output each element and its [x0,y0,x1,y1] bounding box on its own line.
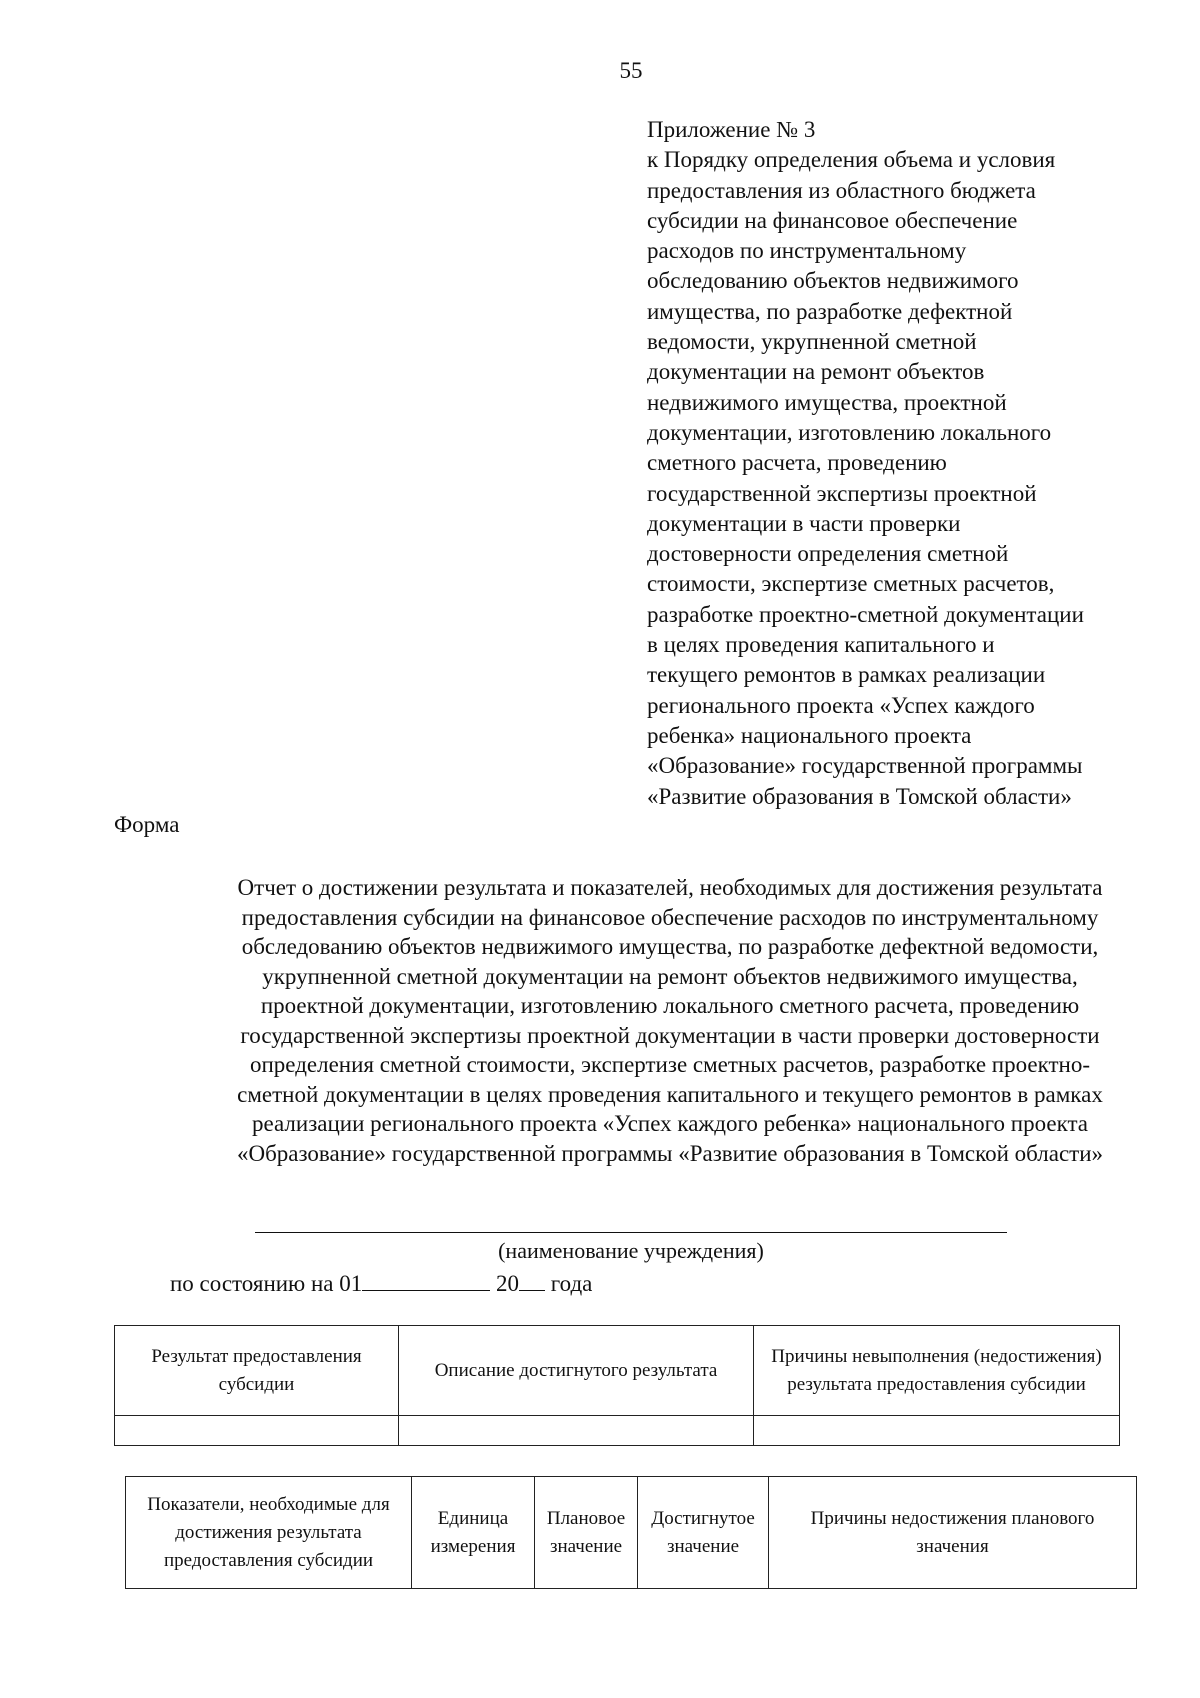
header-cell: Показатели, необходимые для достижения результата предоставления субсидии [126,1477,412,1589]
institution-caption: (наименование учреждения) [498,1238,764,1263]
year-prefix: 20 [496,1271,520,1296]
as-of-date [170,1268,592,1297]
appendix-line: к Порядку определения объема и условия [647,147,1056,173]
header-cell: Достигнутое значение [638,1477,769,1589]
report-title-line: определения сметной стоимости, экспертизе сметных расчетов, разработке проектно- [250,1052,1090,1077]
appendix-line: документации, изготовлению локального [647,419,1052,445]
as-of-prefix: по состоянию на 01 [170,1271,363,1296]
appendix-line: регионального проекта «Успех каждого [647,692,1035,718]
header-cell: Плановое значение [535,1477,638,1589]
appendix-line: документации в части проверки [647,510,961,536]
appendix-line: обследованию объектов недвижимого [647,268,1019,294]
report-title-line: реализации регионального проекта «Успех каждого ребенка» национального проекта [252,1111,1088,1136]
appendix-line: предоставления из областного бюджета [647,177,1036,203]
indicators-table [125,1476,1137,1589]
appendix-line: недвижимого имущества, проектной [647,389,1007,415]
report-title-line: «Образование» государственной программы «Развитие образования в Томской области» [236,1140,1104,1166]
table-cell[interactable] [754,1416,1120,1446]
appendix-line: разработке проектно-сметной документации [647,601,1084,627]
appendix-line: субсидии на финансовое обеспечение [647,207,1018,233]
appendix-line: государственной экспертизы проектной [647,480,1037,506]
table-cell[interactable] [399,1416,754,1446]
header-cell: Описание достигнутого результата [399,1326,754,1416]
appendix-block [647,115,1187,812]
report-title-line: обследованию объектов недвижимого имущества, по разработке дефектной ведомости, [241,934,1099,959]
table-header-row [115,1326,1120,1416]
results-table [114,1325,1120,1446]
institution-name-field[interactable] [255,1232,1007,1233]
appendix-line: ребенка» национального проекта [647,722,972,748]
table-row [115,1416,1120,1446]
appendix-line: текущего ремонтов в рамках реализации [647,662,1046,688]
table-cell[interactable] [115,1416,399,1446]
appendix-line: «Развитие образования в Томской области» [647,783,1072,809]
report-title-line: Отчет о достижении результата и показателей, необходимых для достижения результата [237,875,1103,900]
report-title-line: сметной документации в целях проведения капитального и текущего ремонтов в рамках [237,1081,1103,1107]
report-title-line: государственной экспертизы проектной документации в части проверки достоверности [240,1022,1100,1048]
form-label: Форма [114,812,180,837]
as-of-suffix: года [550,1271,593,1296]
appendix-line: имущества, по разработке дефектной [647,298,1013,324]
appendix-line: документации на ремонт объектов [647,359,985,385]
header-cell: Результат предоставления субсидии [115,1326,399,1416]
table-header-row [126,1477,1137,1589]
report-title [80,873,1200,1168]
header-cell: Единица измерения [412,1477,535,1589]
appendix-line: Приложение № 3 [647,117,816,142]
appendix-line: в целях проведения капитального и [647,632,995,658]
month-blank[interactable] [362,1268,490,1291]
report-title-line: предоставления субсидии на финансовое обеспечение расходов по инструментальному [241,904,1099,930]
header-cell: Причины невыполнения (недостижения) результата предоставления субсидии [754,1326,1120,1416]
appendix-line: ведомости, укрупненной сметной [647,329,977,355]
header-cell: Причины недостижения планового значения [769,1477,1137,1589]
appendix-line: сметного расчета, проведению [647,450,947,476]
report-title-line: укрупненной сметной документации на ремонт объектов недвижимого имущества, [262,963,1078,989]
appendix-line: расходов по инструментальному [647,238,967,264]
year-blank[interactable] [519,1268,545,1291]
report-title-line: проектной документации, изготовлению локального сметного расчета, проведению [260,993,1080,1018]
appendix-line: достоверности определения сметной [647,541,1009,567]
appendix-line: «Образование» государственной программы [647,753,1083,779]
appendix-line: стоимости, экспертизе сметных расчетов, [647,571,1055,597]
page-number: 55 [619,58,643,83]
